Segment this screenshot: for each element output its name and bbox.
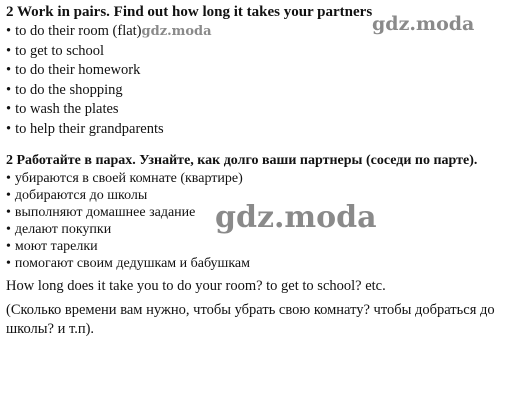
exercise-heading-en: 2 Work in pairs. Find out how long it takes your partners	[6, 4, 373, 20]
list-item-text: добираются до школы	[14, 187, 148, 203]
list-item-text: моют тарелки	[14, 238, 98, 254]
list-item	[6, 238, 501, 255]
bullet: •	[6, 187, 11, 203]
bullet: •	[6, 42, 12, 59]
bullet: •	[6, 101, 12, 118]
list-item-text: to help their grandparents	[15, 120, 164, 137]
task-list-en	[6, 22, 501, 140]
list-item	[6, 42, 501, 62]
list-item	[6, 170, 501, 187]
spacer	[6, 140, 501, 152]
list-item-text: to do the shopping	[15, 81, 123, 98]
bullet: •	[6, 81, 12, 98]
list-item	[6, 255, 501, 272]
list-item-text: to get to school	[15, 42, 105, 59]
list-item-text: делают покупки	[14, 221, 112, 237]
list-item-text: to do their room (flat)	[15, 23, 142, 39]
list-item	[6, 61, 501, 81]
list-item	[6, 120, 501, 140]
list-item-text: помогают своим дедушкам и бабушкам	[14, 255, 251, 271]
bullet: •	[6, 221, 11, 237]
watermark-center: gdz.moda	[215, 200, 377, 235]
bullet: •	[6, 255, 11, 271]
watermark-top: gdz.moda	[372, 13, 475, 35]
list-item-text: выполняют домашнее задание	[14, 204, 196, 220]
exercise-page	[6, 3, 501, 339]
bullet: •	[6, 170, 11, 186]
watermark-inline: gdz.moda	[141, 24, 212, 39]
bullet: •	[6, 204, 11, 220]
bullet: •	[6, 23, 12, 39]
exercise-heading-ru: 2 Работайте в парах. Узнайте, как долго ваши партнеры (соседи по парте).	[6, 152, 478, 168]
bullet: •	[6, 62, 12, 79]
example-question-en: How long does it take you to do your room? to get to school? etc.	[6, 277, 386, 294]
example-question-ru: (Сколько времени вам нужно, чтобы убрать свою комнату? чтобы добраться до школы? и т.п).	[6, 301, 495, 337]
list-item-text: to wash the plates	[15, 101, 119, 118]
bullet: •	[6, 120, 12, 137]
list-item-text: убираются в своей комнате (квартире)	[14, 170, 243, 186]
list-item	[6, 81, 501, 101]
list-item-text: to do their homework	[15, 62, 141, 79]
list-item	[6, 100, 501, 120]
bullet: •	[6, 238, 11, 254]
